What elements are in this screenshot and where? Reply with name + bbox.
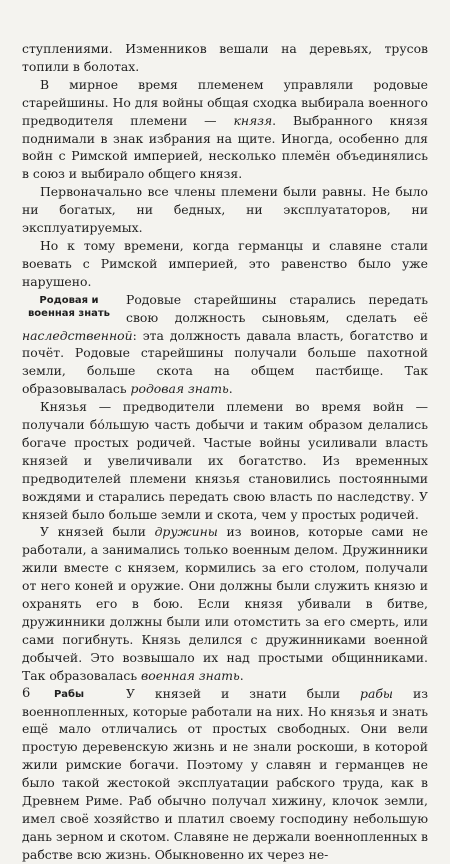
text-run: из воинов, которые сами не работали, а занимались только военным делом. Дружинники жили вместе с князем, кормились за его столом, получали от него коней и оружие. Они должны были служить князю и охранять его в бою. Если князя убивали в битве, дружинники должны были или отомстить за его смерть, или сами погибнуть. Князь делился с дружинниками военной добычей. Это возвышало их над простыми общинниками. Так образовалась [22,524,429,683]
text-run: . Выбранного князя поднимали в знак избрания на щите. Иногда, особенно для войн с Римской империей, несколько племён объединялись в союз и выбирало общего князя. [22,112,428,182]
margin-heading-slaves: Рабы [53,688,85,700]
text-run: . [239,667,244,683]
text-run: В мирное время племенем управляли родовые старейшины. Но для войны общая сходка выбирала военного предводителя племени — [22,76,428,128]
paragraph-6 [22,398,428,523]
text-run: Но к тому времени, когда германцы и славяне стали воевать с Римской империей, это равенство было уже нарушено. [22,237,428,289]
page-body [22,40,428,864]
text-run: ступлениями. Изменников вешали на деревьях, трусов топили в болотах. [22,41,428,74]
margin-heading-nobility: Родовая и военная знать [27,294,111,319]
paragraph-4 [22,237,428,291]
page-number: 6 [22,686,31,701]
text-run: Первоначально все члены племени были равны. Не было ни богатых, ни бедных, ни эксплуататоров, ни эксплуатируемых. [22,184,428,236]
paragraph-5 [22,291,428,398]
paragraph-7 [22,523,428,684]
text-run: У князей были [40,524,155,540]
text-run: У князей и знати были [126,685,361,701]
emphasis-term: родовая знать [130,381,229,397]
text-run: Князья — предводители племени во время войн — получали бо́льшую часть добычи и таким образом делались богаче простых родичей. Частые войны усиливали власть князей и увеличивали их богатство. Из временных предводителей племени князья становились постоянными вождями и старались передать свою власть по наследству. У князей было больше земли и скота, чем у простых родичей. [22,399,428,522]
paragraph-1 [22,40,428,76]
emphasis-term: рабы [360,685,394,701]
text-run: . [228,381,233,397]
emphasis-term: военная знать [141,667,240,683]
paragraph-3 [22,183,428,237]
paragraph-8 [22,685,428,864]
text-run: из военнопленных, которые работали на них. Но князья и знать ещё мало отличались от простых свободных. Они вели простую деревенскую жизнь и не знали роскоши, в которой жили римские богачи. Поэтому у славян и германцев не было такой жестокой эксплуатации рабского труда, как в Древнем Риме. Раб обычно получал хижину, клочок земли, имел своё хозяйство и платил своему господину небольшую дань зерном и скотом. Славяне не держали военнопленных в рабстве всю жизнь. Обыкновенно их через не- [22,685,428,862]
text-run: : эта должность давала власть, богатство и почёт. Родовые старейшины получали больше пахотной земли, больше скота на общем пастбище. Так образовывалась [22,327,428,397]
paragraph-2 [22,76,428,183]
emphasis-term: дружины [154,524,218,540]
emphasis-term: наследственной [22,327,133,343]
emphasis-term: князя [233,112,273,128]
text-run: Родовые старейшины старались передать свою должность сыновьям, сделать её [126,291,428,325]
